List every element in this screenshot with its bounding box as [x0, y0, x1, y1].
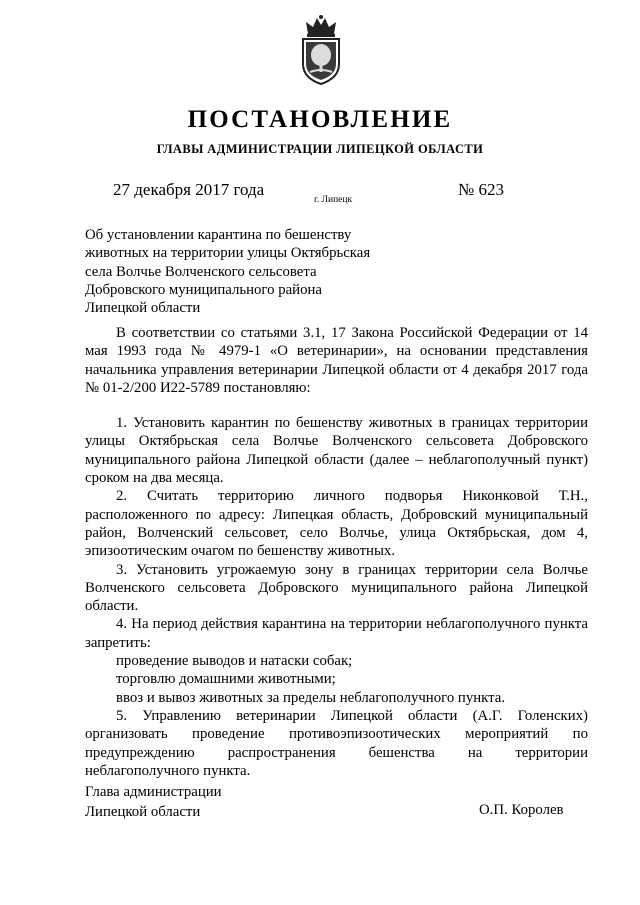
- item-4-subitem-a: проведение выводов и натаски собак;: [116, 653, 353, 670]
- item-2-paragraph: 2. Считать территорию личного подворья Никонковой Т.Н., расположенного по адресу: Липецкая область, Добровский муниципальный район, Волченский сельсовет, село Волчье, улица Октябрьская, дом 4, эпизоотическим очагом по бешенству животных.: [85, 488, 588, 560]
- item-4-paragraph: 4. На период действия карантина на территории неблагополучного пункта запретить:: [85, 616, 588, 651]
- item-4-subitem-c: ввоз и вывоз животных за пределы неблагополучного пункта.: [116, 689, 506, 706]
- item-1-paragraph: 1. Установить карантин по бешенству животных в границах территории улицы Октябрьская села Волчье Волченского сельсовета Добровского муниципального района Липецкой области (далее – неблагополучный пункт) сроком на два месяца.: [85, 415, 588, 487]
- signer-position-line-1: Глава администрации: [85, 784, 222, 800]
- signer-position: [85, 782, 222, 822]
- document-subtitle: ГЛАВЫ АДМИНИСТРАЦИИ ЛИПЕЦКОЙ ОБЛАСТИ: [156, 142, 484, 156]
- document-title: ПОСТАНОВЛЕНИЕ: [187, 106, 453, 133]
- signer-position-line-2: Липецкой области: [85, 804, 201, 820]
- item-3-paragraph: 3. Установить угрожаемую зону в границах территории села Волчье Волченского сельсовета Добровского муниципального района Липецкой области.: [85, 561, 588, 615]
- item-4-subitem-b: торговлю домашними животными;: [116, 671, 336, 688]
- document-date: 27 декабря 2017 года: [113, 180, 265, 199]
- signer-name: О.П. Королев: [479, 802, 564, 818]
- document-subject: Об установлении карантина по бешенству животных на территории улицы Октябрьская села Волчье Волченского сельсовета Добровского муниципального района Липецкой области: [85, 227, 371, 317]
- coat-of-arms-icon: [296, 14, 346, 86]
- item-5-paragraph: 5. Управлению ветеринарии Липецкой области (А.Г. Голенских) организовать проведение противоэпизоотических мероприятий по предупреждению распространения бешенства на территории неблагополучного пункта.: [85, 707, 588, 779]
- preamble-paragraph: В соответствии со статьями 3.1, 17 Закона Российской Федерации от 14 мая 1993 года № 4979-1 «О ветеринарии», на основании представления начальника управления ветеринарии Липецкой области от 4 декабря 2017 года № 01-2/200 И22-5789 постановляю:: [85, 325, 588, 396]
- document-body: [85, 324, 588, 780]
- document-city: г. Липецк: [314, 195, 353, 205]
- document-number: № 623: [458, 180, 504, 199]
